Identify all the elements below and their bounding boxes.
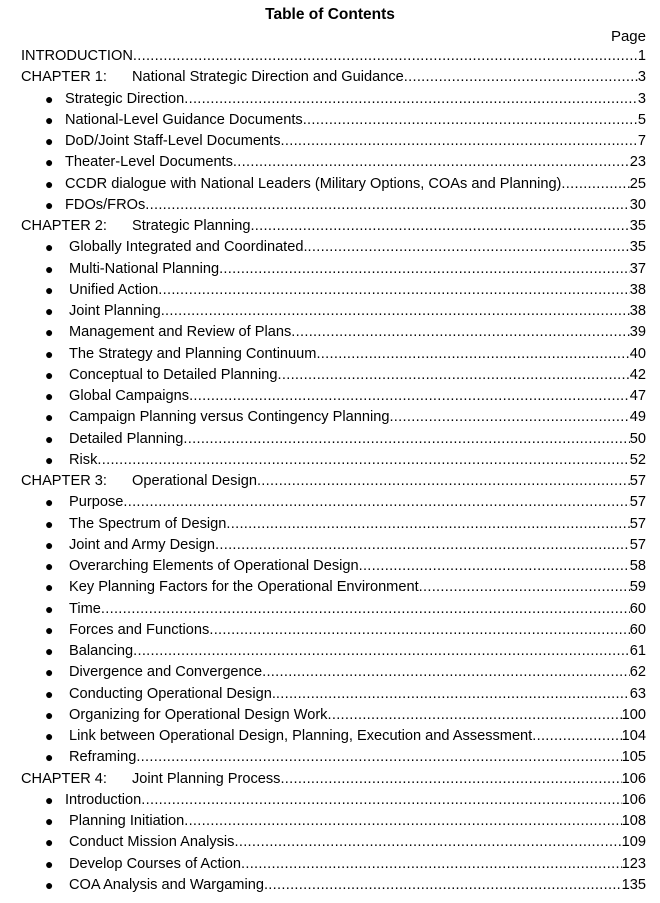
page-number: 104 xyxy=(621,728,646,744)
toc-bullet-entry xyxy=(0,577,660,598)
bullet-icon: ● xyxy=(45,175,54,192)
page-number: 7 xyxy=(637,133,646,149)
toc-list xyxy=(0,46,660,896)
toc-bullet-entry xyxy=(0,854,660,875)
entry-title: Develop Courses of Action xyxy=(69,855,241,872)
page-number: 109 xyxy=(621,834,646,851)
dot-leader xyxy=(189,386,630,407)
toc-entry-line xyxy=(69,726,646,747)
toc-entry-line xyxy=(69,875,646,896)
toc-bullet-entry xyxy=(0,705,660,726)
page-number: 106 xyxy=(621,791,646,808)
toc-entry-line xyxy=(65,195,646,216)
dot-leader xyxy=(561,174,629,195)
chapter-title: Joint Planning Process xyxy=(132,770,281,787)
entry-title: Purpose xyxy=(69,494,124,511)
dot-leader xyxy=(215,535,630,556)
toc-entry-line xyxy=(69,407,646,428)
bullet-icon: ● xyxy=(45,643,54,659)
dot-leader xyxy=(209,620,629,641)
bullet-icon: ● xyxy=(45,494,54,511)
toc-bullet-entry xyxy=(0,599,660,620)
page-number: 60 xyxy=(629,600,646,617)
toc-entry-line xyxy=(69,322,646,343)
toc-entry-line xyxy=(69,237,646,258)
toc-bullet-entry xyxy=(0,89,660,110)
page-number: 106 xyxy=(621,770,646,787)
bullet-icon: ● xyxy=(45,366,54,383)
toc-bullet-entry xyxy=(0,429,660,450)
toc-chapter-entry xyxy=(0,471,660,492)
bullet-icon: ● xyxy=(45,558,54,574)
dot-leader xyxy=(101,599,630,620)
entry-title: Conceptual to Detailed Planning xyxy=(69,366,278,383)
page-number: 37 xyxy=(629,260,646,277)
page-number: 3 xyxy=(637,69,646,86)
dot-leader xyxy=(183,429,629,450)
toc-entry-line xyxy=(69,662,646,683)
entry-title: Conducting Operational Design. xyxy=(69,685,276,702)
entry-title: National-Level Guidance Documents xyxy=(65,111,303,128)
bullet-icon: ● xyxy=(45,196,54,213)
bullet-icon: ● xyxy=(45,685,54,702)
bullet-icon: ● xyxy=(45,388,54,404)
toc-bullet-entry xyxy=(0,790,660,811)
bullet-icon: ● xyxy=(45,90,54,107)
toc-entry-line xyxy=(69,535,646,556)
toc-bullet-entry xyxy=(0,237,660,258)
entry-title: Theater-Level Documents xyxy=(65,154,233,171)
page-number: 49 xyxy=(629,409,646,426)
page-number: 62 xyxy=(629,664,646,681)
dot-leader xyxy=(264,875,622,896)
dot-leader xyxy=(389,407,629,428)
bullet-icon: ● xyxy=(45,303,54,319)
dot-leader xyxy=(532,726,621,747)
dot-leader xyxy=(278,365,630,386)
entry-title: The Strategy and Planning Continuum xyxy=(69,345,317,362)
toc-entry-line xyxy=(69,599,646,620)
toc-chapter-entry xyxy=(0,46,660,67)
toc-entry-line xyxy=(69,747,646,768)
dot-leader xyxy=(145,195,630,216)
toc-bullet-entry xyxy=(0,514,660,535)
toc-entry-line xyxy=(69,556,646,577)
bullet-icon: ● xyxy=(45,430,54,447)
dot-leader xyxy=(303,110,638,131)
bullet-icon: ● xyxy=(45,706,54,723)
entry-title: Risk xyxy=(69,451,98,468)
toc-entry-line xyxy=(21,769,646,790)
page-number: 123 xyxy=(621,855,646,872)
bullet-icon: ● xyxy=(45,791,54,808)
entry-title: Campaign Planning versus Contingency Planning xyxy=(69,409,390,426)
bullet-icon: ● xyxy=(45,876,54,893)
dot-leader xyxy=(97,450,629,471)
toc-entry-line xyxy=(69,365,646,386)
toc-entry-line xyxy=(65,89,646,110)
entry-title: Key Planning Factors for the Operational Environment xyxy=(69,579,419,596)
entry-title: COA Analysis and Wargaming xyxy=(69,876,264,893)
bullet-icon: ● xyxy=(45,813,54,829)
page-number: 50 xyxy=(629,430,646,447)
toc-bullet-entry xyxy=(0,535,660,556)
bullet-icon: ● xyxy=(45,728,54,744)
entry-title: The Spectrum of Design xyxy=(69,515,227,532)
toc-entry-line xyxy=(69,386,646,407)
entry-title: Strategic Direction xyxy=(65,90,185,107)
toc-bullet-entry xyxy=(0,110,660,131)
page-number: 38 xyxy=(629,281,646,298)
toc-bullet-entry xyxy=(0,492,660,513)
toc-bullet-entry xyxy=(0,641,660,662)
toc-entry-line xyxy=(69,429,646,450)
page-number: 30 xyxy=(629,196,646,213)
bullet-icon: ● xyxy=(45,536,54,553)
entry-title: Joint and Army Design xyxy=(69,536,216,553)
toc-bullet-entry xyxy=(0,407,660,428)
chapter-number: CHAPTER 1: xyxy=(21,69,107,86)
bullet-icon: ● xyxy=(45,260,54,277)
chapter-title: Operational Design xyxy=(132,473,257,489)
toc-bullet-entry xyxy=(0,684,660,705)
bullet-icon: ● xyxy=(45,579,54,596)
entry-title: Global Campaigns xyxy=(69,388,190,404)
dot-leader xyxy=(241,854,622,875)
page-number: 57 xyxy=(629,494,646,511)
dot-leader xyxy=(359,556,630,577)
bullet-icon: ● xyxy=(45,451,54,468)
page-number: 63 xyxy=(629,685,646,702)
bullet-icon: ● xyxy=(45,515,54,532)
page-number: 5 xyxy=(637,111,646,128)
bullet-icon: ● xyxy=(45,281,54,298)
bullet-icon: ● xyxy=(45,133,54,149)
dot-leader xyxy=(419,577,630,598)
page-number: 23 xyxy=(629,154,646,171)
toc-entry-line xyxy=(65,174,646,195)
toc-entry-line xyxy=(69,514,646,535)
dot-leader xyxy=(219,259,630,280)
page-number: 57 xyxy=(629,515,646,532)
toc-bullet-entry xyxy=(0,174,660,195)
toc-bullet-entry xyxy=(0,662,660,683)
entry-title: DoD/Joint Staff-Level Documents xyxy=(65,133,281,149)
dot-leader xyxy=(262,662,630,683)
entry-title: Unified Action xyxy=(69,281,159,298)
dot-leader xyxy=(327,705,621,726)
toc-entry-line xyxy=(69,705,646,726)
dot-leader xyxy=(250,216,629,237)
page-number: 135 xyxy=(621,876,646,893)
toc-bullet-entry xyxy=(0,811,660,832)
entry-title: Multi-National Planning xyxy=(69,260,220,277)
page-number: 108 xyxy=(621,813,646,829)
entry-title: Conduct Mission Analysis xyxy=(69,834,235,851)
toc-entry-line xyxy=(65,110,646,131)
chapter-number: CHAPTER 2: xyxy=(21,218,107,234)
toc-entry-line xyxy=(69,577,646,598)
entry-title: Time xyxy=(69,600,101,617)
toc-entry-line xyxy=(69,280,646,301)
entry-title: Overarching Elements of Operational Design xyxy=(69,558,359,574)
dot-leader xyxy=(226,514,629,535)
toc-bullet-entry xyxy=(0,280,660,301)
toc-entry-line xyxy=(69,620,646,641)
page-number: 47 xyxy=(629,388,646,404)
entry-title: Globally Integrated and Coordinated. xyxy=(69,239,308,256)
toc-chapter-entry xyxy=(0,67,660,88)
toc-bullet-entry xyxy=(0,875,660,896)
entry-title: CCDR dialogue with National Leaders (Military Options, COAs and Planning) xyxy=(65,175,562,192)
dot-leader xyxy=(136,747,621,768)
entry-title: FDOs/FROs xyxy=(65,196,146,213)
toc-title: Table of Contents xyxy=(265,6,395,23)
toc-entry-line xyxy=(65,790,646,811)
dot-leader xyxy=(133,641,630,662)
page-number: 1 xyxy=(637,48,646,64)
entry-title: Planning Initiation xyxy=(69,813,185,829)
page-number: 59 xyxy=(629,579,646,596)
dot-leader xyxy=(276,684,630,705)
dot-leader xyxy=(161,301,630,322)
dot-leader xyxy=(184,811,621,832)
toc-bullet-entry xyxy=(0,259,660,280)
bullet-icon: ● xyxy=(45,621,54,638)
entry-title: Balancing xyxy=(69,643,134,659)
entry-title: Detailed Planning xyxy=(69,430,184,447)
chapter-number: CHAPTER 4: xyxy=(21,770,107,787)
toc-entry-line xyxy=(69,811,646,832)
toc-bullet-entry xyxy=(0,195,660,216)
entry-title: Introduction xyxy=(65,791,142,808)
bullet-icon: ● xyxy=(45,345,54,362)
bullet-icon: ● xyxy=(45,600,54,617)
page-number: 52 xyxy=(629,451,646,468)
toc-bullet-entry xyxy=(0,620,660,641)
entry-title: Organizing for Operational Design Work xyxy=(69,706,328,723)
toc-bullet-entry xyxy=(0,301,660,322)
toc-bullet-entry xyxy=(0,386,660,407)
dot-leader xyxy=(404,67,638,88)
bullet-icon: ● xyxy=(45,749,54,766)
page-number: 57 xyxy=(629,473,646,489)
dot-leader xyxy=(158,280,630,301)
dot-leader xyxy=(291,322,629,343)
toc-entry-line xyxy=(65,131,646,152)
toc-bullet-entry xyxy=(0,344,660,365)
page-number: 58 xyxy=(629,558,646,574)
toc-entry-line xyxy=(69,492,646,513)
page-number: 25 xyxy=(629,175,646,192)
toc-entry-line xyxy=(21,46,646,67)
entry-title: Joint Planning xyxy=(69,303,161,319)
page-number: 42 xyxy=(629,366,646,383)
bullet-icon: ● xyxy=(45,855,54,872)
bullet-icon: ● xyxy=(45,239,54,256)
toc-entry-line xyxy=(69,259,646,280)
toc-bullet-entry xyxy=(0,365,660,386)
toc-entry-line xyxy=(69,450,646,471)
toc-entry-line xyxy=(69,301,646,322)
page-number: 35 xyxy=(629,239,646,256)
page-number: 35 xyxy=(629,218,646,234)
dot-leader xyxy=(316,344,629,365)
toc-bullet-entry xyxy=(0,131,660,152)
bullet-icon: ● xyxy=(45,834,54,851)
toc-bullet-entry xyxy=(0,450,660,471)
page-number: 100 xyxy=(621,706,646,723)
toc-entry-line xyxy=(21,216,646,237)
toc-bullet-entry xyxy=(0,832,660,853)
dot-leader xyxy=(281,131,638,152)
page-number: 39 xyxy=(629,324,646,341)
bullet-icon: ● xyxy=(45,664,54,681)
dot-leader xyxy=(141,790,621,811)
bullet-icon: ● xyxy=(45,409,54,426)
chapter-title: Strategic Planning xyxy=(132,218,251,234)
chapter-title: National Strategic Direction and Guidance xyxy=(132,69,404,86)
entry-title: Reframing xyxy=(69,749,137,766)
toc-entry-line xyxy=(69,832,646,853)
toc-entry-line xyxy=(69,641,646,662)
toc-entry-line xyxy=(69,344,646,365)
page-number: 57 xyxy=(629,536,646,553)
bullet-icon: ● xyxy=(45,154,54,171)
toc-entry-line xyxy=(21,67,646,88)
toc-chapter-entry xyxy=(0,769,660,790)
toc-entry-line xyxy=(69,684,646,705)
dot-leader xyxy=(308,237,630,258)
page-number: 105 xyxy=(621,749,646,766)
toc-entry-line xyxy=(65,152,646,173)
dot-leader xyxy=(184,89,638,110)
page-number: 38 xyxy=(629,303,646,319)
chapter-title: INTRODUCTION xyxy=(21,48,133,64)
dot-leader xyxy=(234,832,621,853)
page-number: 61 xyxy=(629,643,646,659)
dot-leader xyxy=(133,46,638,67)
dot-leader xyxy=(123,492,629,513)
toc-entry-line xyxy=(21,471,646,492)
toc-chapter-entry xyxy=(0,216,660,237)
entry-title: Forces and Functions xyxy=(69,621,210,638)
page-number: 40 xyxy=(629,345,646,362)
bullet-icon: ● xyxy=(45,324,54,341)
toc-bullet-entry xyxy=(0,152,660,173)
dot-leader xyxy=(280,769,621,790)
toc-bullet-entry xyxy=(0,747,660,768)
dot-leader xyxy=(257,471,630,492)
toc-bullet-entry xyxy=(0,726,660,747)
toc-bullet-entry xyxy=(0,322,660,343)
entry-title: Link between Operational Design, Planning, Execution and Assessment xyxy=(69,728,533,744)
chapter-number: CHAPTER 3: xyxy=(21,473,107,489)
entry-title: Divergence and Convergence xyxy=(69,664,263,681)
page-number: 3 xyxy=(637,90,646,107)
page-column-header: Page xyxy=(610,28,646,45)
entry-title: Management and Review of Plans xyxy=(69,324,292,341)
toc-entry-line xyxy=(69,854,646,875)
page-number: 60 xyxy=(629,621,646,638)
toc-bullet-entry xyxy=(0,556,660,577)
bullet-icon: ● xyxy=(45,111,54,128)
dot-leader xyxy=(233,152,630,173)
